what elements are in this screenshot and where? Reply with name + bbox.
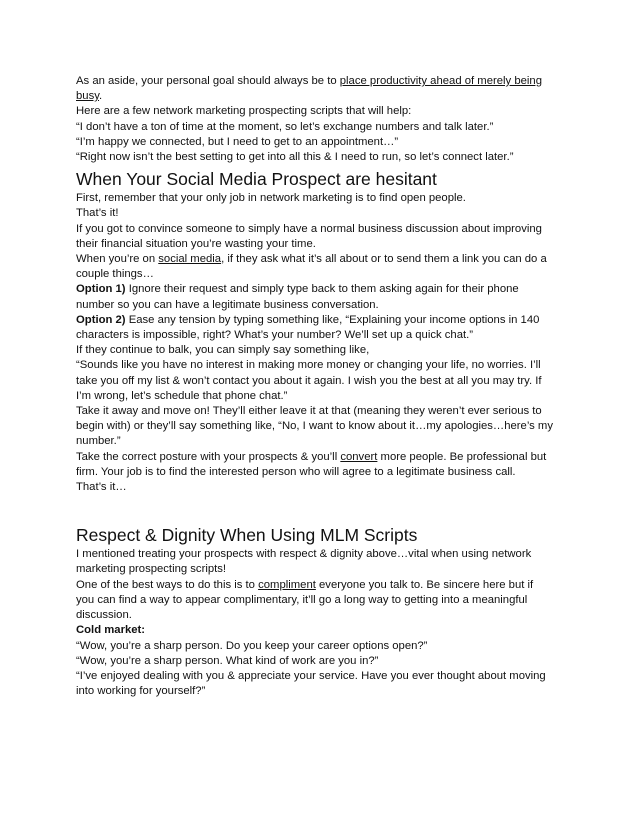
paragraph-line: Take it away and move on! They’ll either leave it at that (meaning they weren’t ever serious to	[76, 405, 542, 418]
text-span: Take the correct posture with your prospects & you’ll	[76, 450, 341, 463]
paragraph-line: number.”	[76, 435, 121, 448]
productivity-link-cont[interactable]: busy	[76, 90, 100, 103]
paragraph-line	[76, 252, 566, 267]
option-1-line	[76, 282, 566, 297]
text-span: everyone you talk to. Be sincere here but if	[315, 578, 534, 591]
script-quote: “Wow, you’re a sharp person. Do you keep your career options open?”	[76, 639, 428, 652]
script-quote: into working for yourself?”	[76, 685, 206, 698]
paragraph-line: “Sounds like you have no interest in making more money or changing your life, no worries. I’ll	[76, 359, 541, 372]
paragraph-line: take you off my list & won’t contact you about it again. I wish you the best at all you may try. If	[76, 374, 542, 387]
paragraph-line: That’s it!	[76, 207, 119, 220]
intro-line-3: Here are a few network marketing prospecting scripts that will help:	[76, 105, 412, 118]
paragraph-line: you can find a way to appear complimentary, it’ll go a long way to getting into a meaningful	[76, 593, 528, 606]
script-quote-3: “Right now isn’t the best setting to get into all this & I need to run, so let’s connect later.”	[76, 151, 514, 164]
paragraph-line: That’s it…	[76, 481, 127, 494]
paragraph-line: If they continue to balk, you can simply say something like,	[76, 344, 370, 357]
paragraph-line: their financial situation you’re wasting your time.	[76, 237, 316, 250]
text-span: more people. Be professional but	[377, 450, 547, 463]
paragraph-line: If you got to convince someone to simply have a normal business discussion about improving	[76, 222, 542, 235]
intro-line-2	[76, 89, 566, 104]
paragraph-line: firm. Your job is to find the interested person who will agree to a legitimate business call.	[76, 465, 516, 478]
intro-line-1	[76, 74, 566, 89]
option-2-line	[76, 313, 566, 328]
paragraph-line: couple things…	[76, 268, 154, 281]
text-span: Ease any tension by typing something like, “Explaining your income options in 140	[125, 313, 540, 326]
paragraph-line	[76, 450, 566, 465]
paragraph-line: discussion.	[76, 609, 132, 622]
social-media-link[interactable]: social media	[158, 253, 222, 266]
option-2-label: Option 2)	[76, 313, 126, 326]
document-page	[76, 74, 566, 699]
compliment-link[interactable]: compliment	[258, 578, 316, 591]
script-quote-2: “I’m happy we connected, but I need to get to an appointment…”	[76, 135, 399, 148]
text-span: One of the best ways to do this is to	[76, 578, 259, 591]
paragraph-line: characters is impossible, right? What’s your number? We’ll set up a quick chat.”	[76, 329, 474, 342]
productivity-link[interactable]: place productivity ahead of merely being	[339, 75, 542, 87]
section-heading-mlm-scripts: Respect & Dignity When Using MLM Scripts	[76, 525, 418, 546]
paragraph-line: number so you can have a legitimate business conversation.	[76, 298, 379, 311]
script-quote: “I’ve enjoyed dealing with you & appreciate your service. Have you ever thought about moving	[76, 669, 546, 682]
script-quote: “Wow, you’re a sharp person. What kind of work are you in?”	[76, 654, 379, 667]
script-quote-1: “I don’t have a ton of time at the moment, so let’s exchange numbers and talk later.”	[76, 120, 494, 133]
paragraph-line: I’m wrong, let’s schedule that phone chat.”	[76, 389, 288, 402]
section-heading-social-media: When Your Social Media Prospect are hesitant	[76, 169, 437, 190]
text-span: Ignore their request and simply type back to them asking again for their phone	[125, 283, 519, 296]
text-span: .	[99, 90, 103, 103]
text-span: As an aside, your personal goal should always be to	[76, 75, 340, 87]
cold-market-label-line	[76, 623, 566, 638]
convert-link[interactable]: convert	[340, 450, 378, 463]
text-span: When you’re on	[76, 253, 159, 266]
option-1-label: Option 1)	[76, 283, 126, 296]
paragraph-line: begin with) or they’ll say something like, “No, I want to know about it…my apologies…here’s my	[76, 420, 553, 433]
paragraph-line: marketing prospecting scripts!	[76, 563, 227, 576]
text-span: , if they ask what it’s all about or to send them a link you can do a	[221, 253, 547, 266]
paragraph-line	[76, 578, 566, 593]
cold-market-label: Cold market:	[76, 624, 146, 637]
paragraph-line: I mentioned treating your prospects with respect & dignity above…vital when using network	[76, 548, 532, 561]
paragraph-line: First, remember that your only job in network marketing is to find open people.	[76, 192, 466, 205]
